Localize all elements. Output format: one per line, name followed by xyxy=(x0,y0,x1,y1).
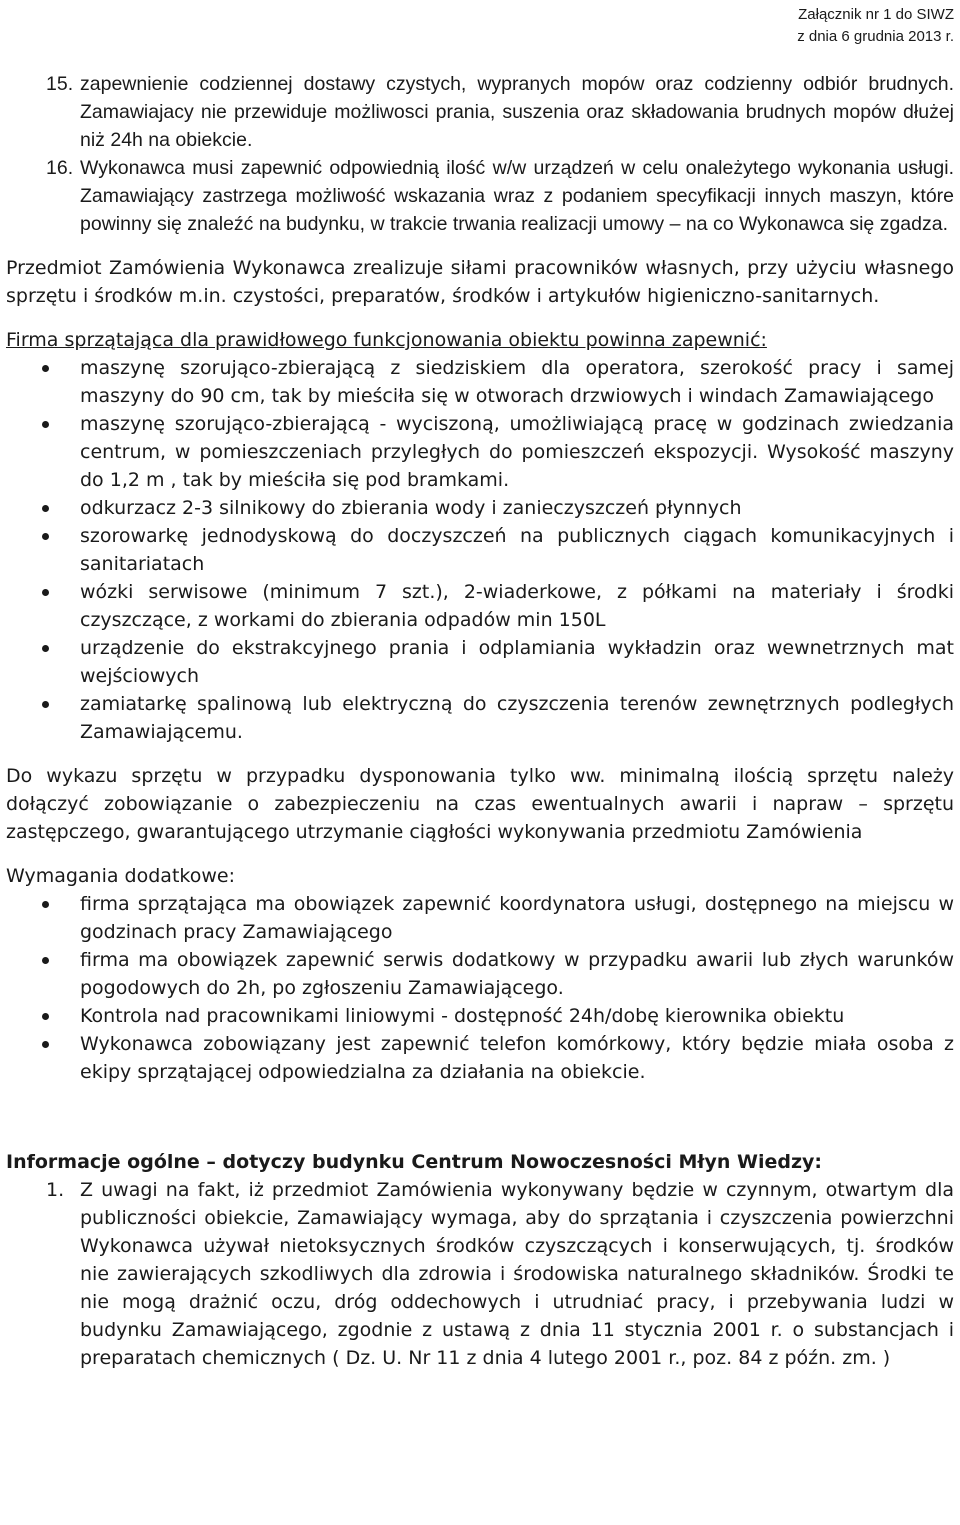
additional-list xyxy=(6,890,954,1086)
additional-item: Kontrola nad pracownikami liniowymi - dostępność 24h/dobę kierownika obiektu xyxy=(6,1002,954,1030)
paragraph-wykaz: Do wykazu sprzętu w przypadku dysponowania tylko ww. minimalną ilością sprzętu należy dołączyć zobowiązanie o zabezpieczeniu na czas ewentualnych awarii i napraw – sprzętu zastępczego, gwarantującego utrzymanie ciągłości wykonywania przedmiotu Zamówienia xyxy=(6,765,954,843)
list-number: 15. xyxy=(46,73,74,95)
list-item-text: zapewnienie codziennej dostawy czystych, wypranych mopów oraz codzienny odbiór brudnych. Zamawiajacy nie przewiduje możliwosci prania, suszenia oraz składowania brudnych mopów dłużej niż 24h na obiekcie. xyxy=(80,73,954,151)
list-number: 1. xyxy=(46,1179,65,1201)
equipment-item: maszynę szorująco-zbierającą - wyciszoną, umożliwiającą pracę w godzinach zwiedzania centrum, w pomieszczeniach przyległych do pomieszczeń ekspozycji. Wysokość maszyny do 1,2 m , tak by mieściła się pod bramkami. xyxy=(6,410,954,494)
additional-item: Wykonawca zobowiązany jest zapewnić telefon komórkowy, który będzie miała osoba z ekipy sprzątającej odpowiedzialna za działania na obiekcie. xyxy=(6,1030,954,1086)
list-item-text: Z uwagi na fakt, iż przedmiot Zamówienia wykonywany będzie w czynnym, otwartym dla publiczności obiekcie, Zamawiający wymaga, aby do sprzątania i czyszczenia powierzchni Wykonawca używał nietoksycznych środków czyszczących i konserwujących, tj. środków nie zawierających szkodliwych dla zdrowia i środowiska naturalnego składników. Środki te nie mogą drażnić oczu, dróg oddechowych i utrudniać pracy, i przebywania ludzi w budynku Zamawiającego, zgodnie z ustawą z dnia 11 stycznia 2001 r. o substancjach i preparatach chemicznych ( Dz. U. Nr 11 z dnia 4 lutego 2001 r., poz. 84 z późn. zm. ) xyxy=(80,1179,954,1369)
paragraph-przedmiot: Przedmiot Zamówienia Wykonawca zrealizuje siłami pracowników własnych, przy użyciu własnego sprzętu i środków m.in. czystości, preparatów, środków i artykułów higieniczno-sanitarnych. xyxy=(6,257,954,307)
list-item-text: Wykonawca musi zapewnić odpowiednią ilość w/w urządzeń w celu onależytego wykonania usługi. xyxy=(80,157,954,179)
general-item-1 xyxy=(6,1176,954,1372)
list-item-16 xyxy=(6,154,954,238)
general-list xyxy=(6,1176,954,1372)
document-body xyxy=(6,70,954,1372)
list-item-text-continued: Zamawiający zastrzega możliwość wskazania wraz z podaniem specyfikacji innych maszyn, które powinny się znaleźć na budynku, w trakcie trwania realizacji umowy – na co Wykonawca się zgadza. xyxy=(80,185,954,235)
additional-heading: Wymagania dodatkowe: xyxy=(6,865,235,887)
header-attachment-label: Załącznik nr 1 do SIWZ xyxy=(798,6,954,23)
equipment-item: urządzenie do ekstrakcyjnego prania i odplamiania wykładzin oraz wewnetrznych mat wejściowych xyxy=(6,634,954,690)
list-number: 16. xyxy=(46,157,74,179)
additional-item: firma sprzątająca ma obowiązek zapewnić koordynatora usługi, dostępnego na miejscu w godzinach pracy Zamawiającego xyxy=(6,890,954,946)
additional-item: firma ma obowiązek zapewnić serwis dodatkowy w przypadku awarii lub złych warunków pogodowych do 2h, po zgłoszeniu Zamawiającego. xyxy=(6,946,954,1002)
equipment-list xyxy=(6,354,954,746)
header-date: z dnia 6 grudnia 2013 r. xyxy=(797,28,954,45)
general-heading: Informacje ogólne – dotyczy budynku Centrum Nowoczesności Młyn Wiedzy: xyxy=(6,1151,822,1173)
equipment-item: wózki serwisowe (minimum 7 szt.), 2-wiaderkowe, z półkami na materiały i środki czyszczące, z workami do zbierania odpadów min 150L xyxy=(6,578,954,634)
equipment-item: maszynę szorująco-zbierającą z siedziskiem dla operatora, szerokość pracy i samej maszyny do 90 cm, tak by mieściła się w otworach drzwiowych i windach Zamawiającego xyxy=(6,354,954,410)
equipment-item: szorowarkę jednodyskową do doczyszczeń na publicznych ciągach komunikacyjnych i sanitariatach xyxy=(6,522,954,578)
numbered-list-top xyxy=(6,70,954,238)
page-header xyxy=(797,4,954,48)
equipment-item: zamiatarkę spalinową lub elektryczną do czyszczenia terenów zewnętrznych podległych Zamawiającemu. xyxy=(6,690,954,746)
list-item-15 xyxy=(6,70,954,154)
equipment-heading: Firma sprzątająca dla prawidłowego funkcjonowania obiektu powinna zapewnić: xyxy=(6,329,767,351)
equipment-item: odkurzacz 2-3 silnikowy do zbierania wody i zanieczyszczeń płynnych xyxy=(6,494,954,522)
